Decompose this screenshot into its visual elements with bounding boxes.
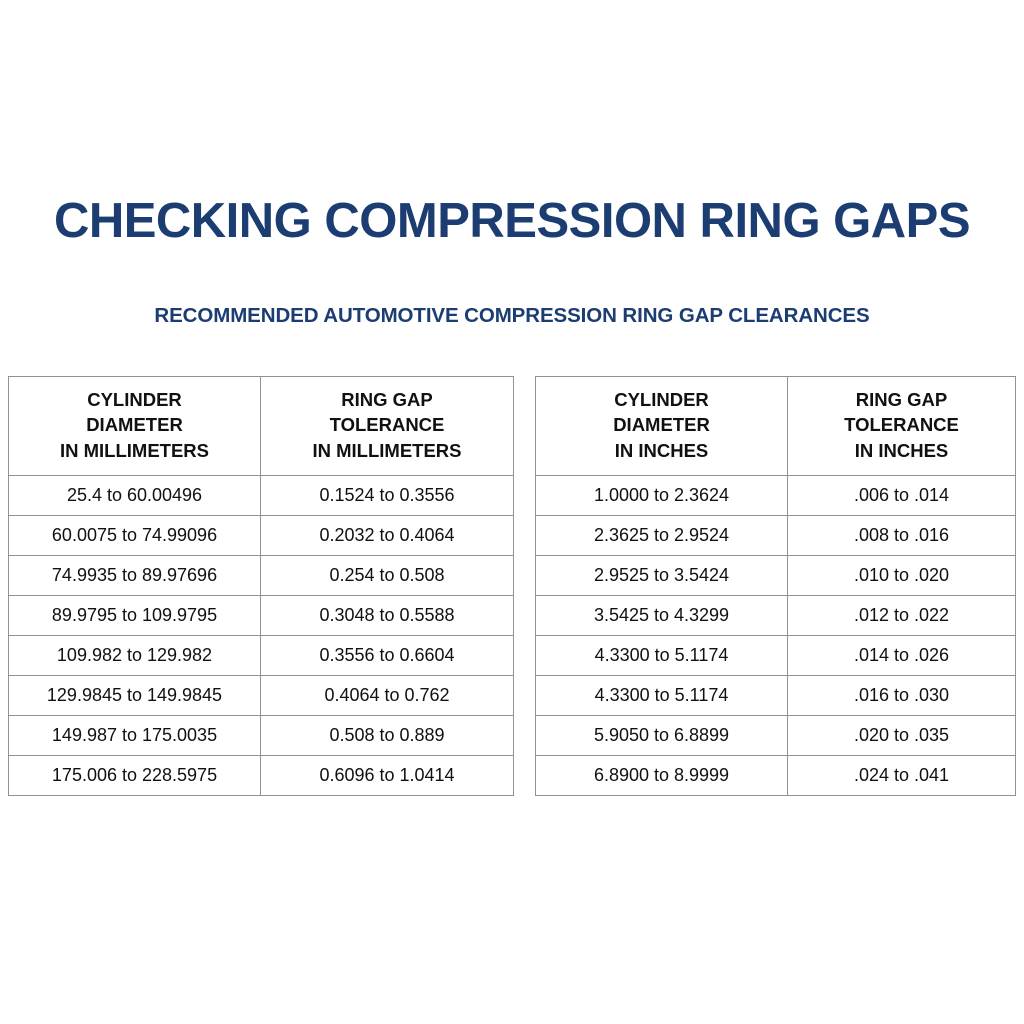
imperial-table [535, 376, 1016, 796]
cell-diameter: 4.3300 to 5.1174 [536, 636, 788, 676]
cell-tolerance: 0.2032 to 0.4064 [261, 516, 514, 556]
cell-tolerance: .012 to .022 [788, 596, 1016, 636]
cell-tolerance: 0.3556 to 0.6604 [261, 636, 514, 676]
header-line-2: TOLERANCE [329, 414, 445, 436]
header-line-2: TOLERANCE [844, 414, 959, 436]
cell-diameter: 175.006 to 228.5975 [9, 756, 261, 796]
cell-tolerance: .016 to .030 [788, 676, 1016, 716]
table-row [9, 476, 514, 516]
column-header-cylinder-diameter-in [536, 377, 788, 476]
cell-diameter: 25.4 to 60.00496 [9, 476, 261, 516]
cell-diameter: 149.987 to 175.0035 [9, 716, 261, 756]
column-header-cylinder-diameter-mm [9, 377, 261, 476]
cell-diameter: 109.982 to 129.982 [9, 636, 261, 676]
cell-diameter: 2.9525 to 3.5424 [536, 556, 788, 596]
cell-tolerance: 0.4064 to 0.762 [261, 676, 514, 716]
table-row [536, 636, 1016, 676]
header-line-3: IN MILLIMETERS [312, 439, 462, 461]
table-row [536, 756, 1016, 796]
cell-tolerance: 0.1524 to 0.3556 [261, 476, 514, 516]
header-line-3: IN INCHES [614, 439, 709, 461]
header-line-1: CYLINDER [614, 389, 709, 410]
cell-tolerance: .014 to .026 [788, 636, 1016, 676]
metric-table-header [9, 377, 514, 476]
cell-diameter: 129.9845 to 149.9845 [9, 676, 261, 716]
table-header-row [536, 377, 1016, 476]
header-line-2: DIAMETER [613, 414, 710, 436]
metric-table [8, 376, 514, 796]
cell-tolerance: 0.6096 to 1.0414 [261, 756, 514, 796]
imperial-table-body [536, 476, 1016, 796]
column-header-ring-gap-tolerance-in [788, 377, 1016, 476]
cell-diameter: 60.0075 to 74.99096 [9, 516, 261, 556]
cell-diameter: 5.9050 to 6.8899 [536, 716, 788, 756]
table-header-row [9, 377, 514, 476]
cell-tolerance: .006 to .014 [788, 476, 1016, 516]
cell-diameter: 2.3625 to 2.9524 [536, 516, 788, 556]
imperial-table-header [536, 377, 1016, 476]
header-line-1: CYLINDER [87, 389, 182, 410]
cell-diameter: 6.8900 to 8.9999 [536, 756, 788, 796]
cell-diameter: 3.5425 to 4.3299 [536, 596, 788, 636]
table-row [536, 556, 1016, 596]
tables-container [0, 376, 1024, 796]
table-row [9, 636, 514, 676]
header-line-2: DIAMETER [86, 414, 183, 436]
header-line-1: RING GAP [341, 389, 433, 410]
table-row [536, 716, 1016, 756]
table-row [9, 596, 514, 636]
cell-tolerance: 0.508 to 0.889 [261, 716, 514, 756]
table-row [536, 516, 1016, 556]
cell-tolerance: .010 to .020 [788, 556, 1016, 596]
cell-diameter: 4.3300 to 5.1174 [536, 676, 788, 716]
table-row [536, 676, 1016, 716]
cell-diameter: 74.9935 to 89.97696 [9, 556, 261, 596]
page-title: CHECKING COMPRESSION RING GAPS [53, 194, 971, 248]
cell-tolerance: 0.254 to 0.508 [261, 556, 514, 596]
table-row [9, 756, 514, 796]
metric-table-body [9, 476, 514, 796]
table-row [536, 476, 1016, 516]
column-header-ring-gap-tolerance-mm [261, 377, 514, 476]
cell-diameter: 89.9795 to 109.9795 [9, 596, 261, 636]
cell-tolerance: .024 to .041 [788, 756, 1016, 796]
table-row [9, 516, 514, 556]
cell-tolerance: 0.3048 to 0.5588 [261, 596, 514, 636]
cell-diameter: 1.0000 to 2.3624 [536, 476, 788, 516]
header-line-3: IN INCHES [854, 439, 949, 461]
page-subtitle: RECOMMENDED AUTOMOTIVE COMPRESSION RING GAP CLEARANCES [154, 304, 870, 327]
header-line-3: IN MILLIMETERS [59, 439, 210, 461]
table-row [9, 556, 514, 596]
table-row [9, 676, 514, 716]
table-row [536, 596, 1016, 636]
cell-tolerance: .008 to .016 [788, 516, 1016, 556]
header-line-1: RING GAP [855, 389, 948, 410]
table-row [9, 716, 514, 756]
cell-tolerance: .020 to .035 [788, 716, 1016, 756]
